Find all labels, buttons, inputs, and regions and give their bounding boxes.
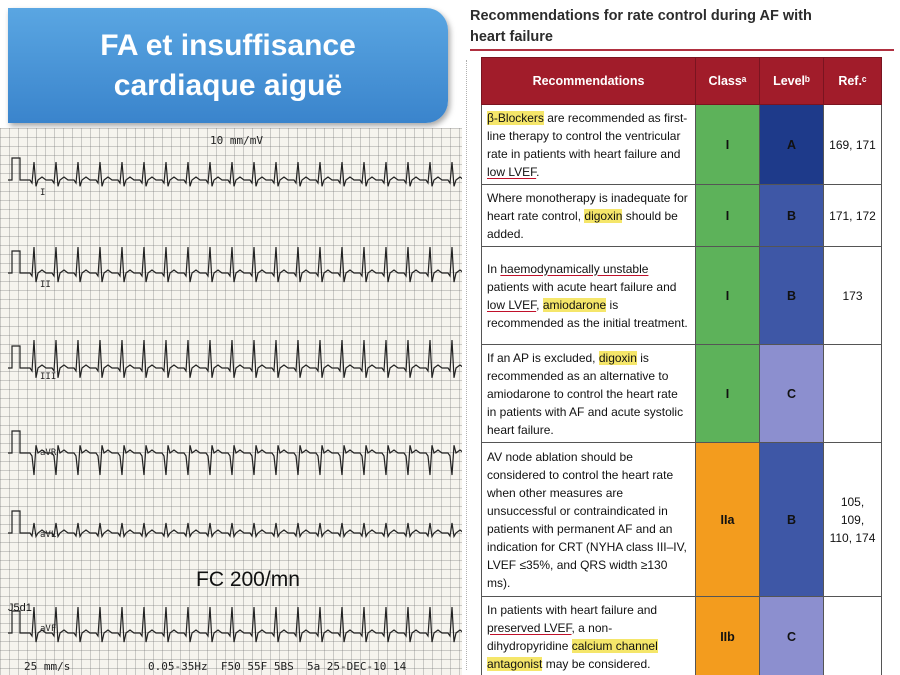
recommendation-text (482, 185, 696, 247)
recommendation-text (482, 345, 696, 443)
text-span: . (536, 164, 540, 179)
level-cell: B (760, 443, 824, 597)
patient-tag: J5d1 (8, 602, 32, 614)
ecg-filter-settings: 0.05-35Hz F50 55F 5BS 5a 25-DEC-10 14 (148, 660, 407, 673)
text-span: In (487, 261, 501, 276)
recommendation-text (482, 247, 696, 345)
recommendation-text (482, 105, 696, 185)
level-cell: B (760, 185, 824, 247)
text-span: are recommended as first-line therapy to control the ventricular rate in patients with heart failure and (487, 110, 688, 161)
ref-cell (824, 597, 882, 675)
class-cell: I (696, 105, 760, 185)
title-underline (470, 49, 894, 51)
ref-cell: 169, 171 (824, 105, 882, 185)
text-span: may be considered. (542, 656, 651, 671)
highlight-amiodarone: amiodarone (542, 297, 607, 312)
text-span: , a non-dihydropyridine (487, 620, 613, 653)
ref-cell (824, 345, 882, 443)
heart-rate-label: FC 200/mn (196, 568, 300, 591)
ecg-lead-label-iii: III (40, 372, 57, 382)
table-row (482, 185, 882, 247)
ecg-traces (0, 128, 462, 675)
underline-low-lvef: low LVEF (487, 297, 537, 312)
header-ref: Ref.ᶜ (824, 58, 882, 105)
header-recommendations: Recommendations (482, 58, 696, 105)
recommendations-table (481, 57, 882, 675)
ecg-strip (0, 128, 462, 675)
highlight-digoxin: digoxin (584, 208, 623, 223)
table-row (482, 247, 882, 345)
class-cell: IIb (696, 597, 760, 675)
ecg-lead-label-avr: aVR (40, 448, 57, 458)
level-cell: C (760, 345, 824, 443)
ecg-scale-label: 10 mm/mV (210, 134, 263, 147)
class-cell: I (696, 247, 760, 345)
text-span: patients with acute heart failure and (487, 279, 677, 294)
ecg-lead-label-i: I (40, 188, 46, 198)
table-header-row (482, 58, 882, 105)
recommendation-text (482, 597, 696, 675)
level-cell: C (760, 597, 824, 675)
ecg-trace-avf (8, 607, 462, 642)
slide-title-line-1: FA et insuffisance (100, 28, 356, 62)
text-span: is recommended as the initial treatment. (487, 297, 688, 330)
ecg-trace-ii (8, 247, 462, 282)
highlight-calcium-channel-antagonist: calcium channel antagonist (487, 638, 658, 671)
text-span: Where monotherapy is inadequate for heart rate control, (487, 190, 688, 223)
ecg-trace-iii (8, 340, 462, 378)
ecg-trace-avl (8, 511, 462, 537)
guideline-title-line-2: heart failure (470, 29, 553, 45)
ecg-lead-label-avl: aVL (40, 530, 57, 540)
highlight-digoxin: digoxin (598, 350, 637, 365)
slide-title-line-2: cardiaque aiguë (113, 68, 343, 102)
text-span: , (536, 297, 543, 312)
class-cell: I (696, 185, 760, 247)
text-span: should be added. (487, 208, 678, 241)
header-level: Levelᵇ (760, 58, 824, 105)
slide-title-banner (8, 8, 448, 123)
text-span: If an AP is excluded, (487, 350, 599, 365)
level-cell: B (760, 247, 824, 345)
ref-cell: 105, 109, 110, 174 (824, 443, 882, 597)
table-row (482, 443, 882, 597)
ref-cell: 171, 172 (824, 185, 882, 247)
guideline-panel (462, 0, 900, 675)
ecg-paper-speed: 25 mm/s (24, 660, 71, 673)
highlight-beta-blockers: β-Blockers (487, 110, 544, 125)
ecg-trace-avr (8, 431, 462, 475)
underline-preserved-lvef: preserved LVEF (487, 620, 572, 635)
level-cell: A (760, 105, 824, 185)
panel-divider (466, 60, 467, 670)
text-span: In patients with heart failure and (487, 602, 658, 617)
underline-low-lvef: low LVEF (487, 164, 537, 179)
ecg-lead-label-ii: II (40, 280, 51, 290)
guideline-title-line-1: Recommendations for rate control during AF with (470, 8, 812, 24)
table-row (482, 345, 882, 443)
class-cell: IIa (696, 443, 760, 597)
header-class: Classᵃ (696, 58, 760, 105)
text-span: is recommended as an alternative to amiodarone to control the heart rate in patients with AF and acute systolic heart failure. (487, 350, 684, 437)
underline-haemodynamically-unstable: haemodynamically unstable (500, 261, 649, 276)
class-cell: I (696, 345, 760, 443)
table-row (482, 105, 882, 185)
ecg-lead-label-avf: aVF (40, 624, 57, 634)
guideline-title (470, 6, 890, 48)
ecg-trace-i (8, 158, 462, 186)
table-row (482, 597, 882, 675)
recommendation-text: AV node ablation should be considered to control the heart rate when other measures are unsuccessful or contraindicated in patients with permanent AF and an indication for CRT (NYHA class III–IV, LVEF ≤35%, and QRS width ≥130 ms). (482, 443, 696, 597)
ref-cell: 173 (824, 247, 882, 345)
